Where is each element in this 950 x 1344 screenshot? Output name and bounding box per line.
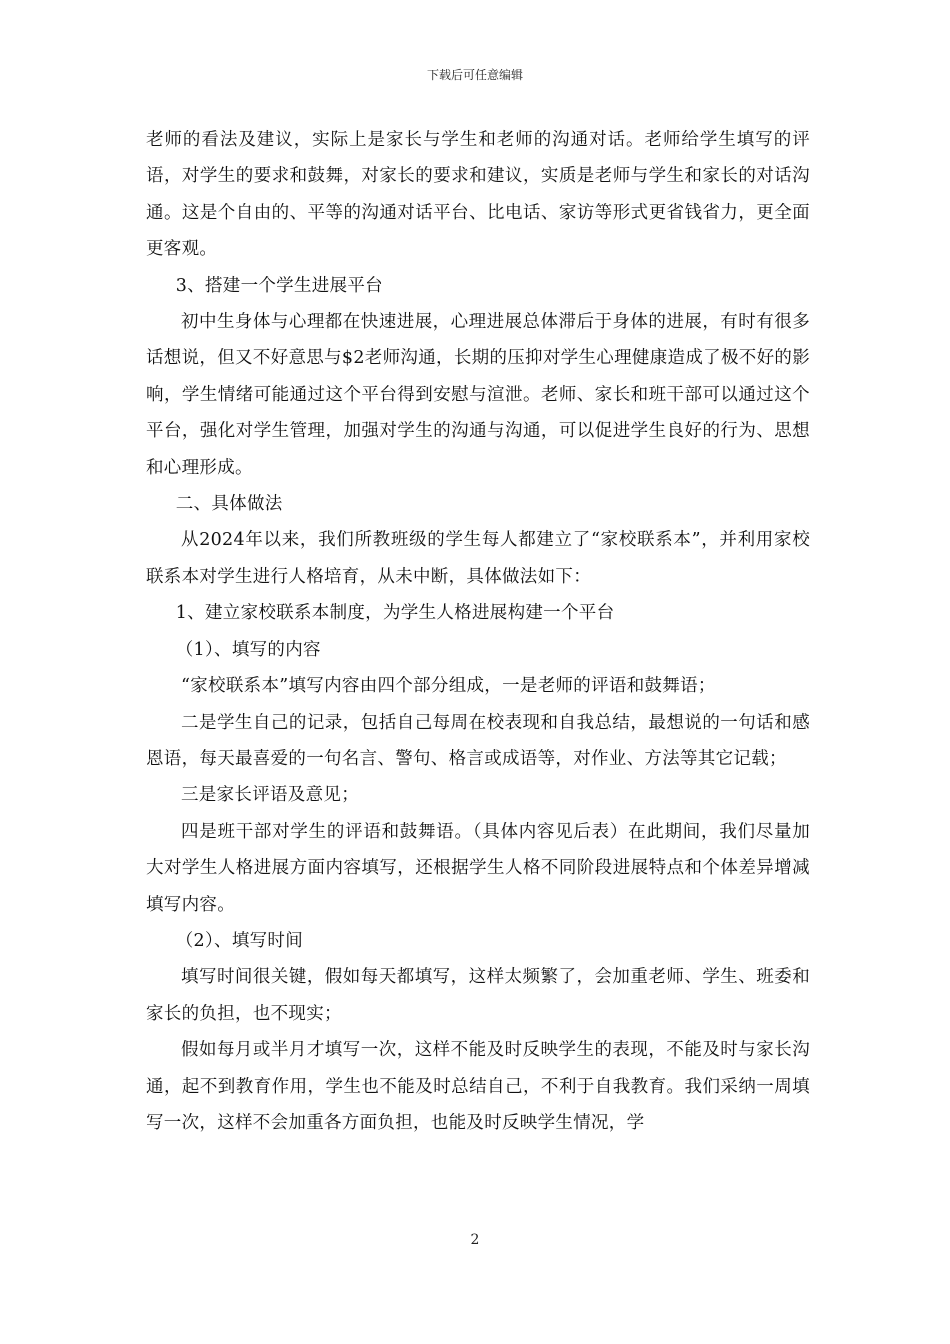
paragraph-body: 假如每月或半月才填写一次，这样不能及时反映学生的表现，不能及时与家长沟通，起不到教育作用，学生也不能及时总结自己，不利于自我教育。我们采纳一周填写一次，这样不会加重各方面负担，也能及时反映学生情况，学 xyxy=(146,1040,810,1133)
section-heading-method: 二、具体做法 xyxy=(175,494,283,515)
paragraph-body: 四是班干部对学生的评语和鼓舞语。（具体内容见后表）在此期间，我们尽量加大对学生人格进展方面内容填写，还根据学生人格不同阶段进展特点和个体差异增减填写内容。 xyxy=(146,821,810,915)
paragraph-body: 填写时间很关键，假如每天都填写，这样太频繁了，会加重老师、学生、班委和家长的负担，也不现实； xyxy=(146,967,810,1024)
page-number: 2 xyxy=(470,1232,480,1248)
paragraph-body: “家校联系本”填写内容由四个部分组成，一是老师的评语和鼓舞语； xyxy=(181,676,716,697)
paragraph-body: 从2024年以来，我们所教班级的学生每人都建立了“家校联系本”，并利用家校联系本对学生进行人格培育，从未中断，具体做法如下： xyxy=(146,530,810,587)
paragraph-continuation: 老师的看法及建议，实际上是家长与学生和老师的沟通对话。老师给学生填写的评语，对学生的要求和鼓舞，对家长的要求和建议，实质是老师与学生和家长的对话沟通。这是个自由的、平等的沟通对话平台、比电话、家访等形式更省钱省力，更全面更客观。 xyxy=(146,130,810,260)
subsection-heading: 1、建立家校联系本制度，为学生人格进展构建一个平台 xyxy=(175,603,615,624)
paragraph-body: 初中生身体与心理都在快速进展，心理进展总体滞后于身体的进展，有时有很多话想说，但又不好意思与$2老师沟通，长期的压抑对学生心理健康造成了极不好的影响，学生情绪可能通过这个平台得到安慰与渲泄。老师、家长和班干部可以通过这个平台，强化对学生管理，加强对学生的沟通与沟通，可以促进学生良好的行为、思想和心理形成。 xyxy=(146,312,810,478)
paragraph-body: 二是学生自己的记录，包括自己每周在校表现和自我总结，最想说的一句话和感恩语，每天最喜爱的一句名言、警句、格言或成语等，对作业、方法等其它记载； xyxy=(146,712,810,769)
subsection-heading-time: （2）、填写时间 xyxy=(175,930,304,951)
section-heading-platform: 3、搭建一个学生进展平台 xyxy=(175,275,383,296)
paragraph-body: 三是家长评语及意见； xyxy=(181,785,359,806)
subsection-heading-content: （1）、填写的内容 xyxy=(175,639,321,660)
document-body xyxy=(146,122,810,1141)
page-header: 下载后可任意编辑 xyxy=(426,68,523,82)
